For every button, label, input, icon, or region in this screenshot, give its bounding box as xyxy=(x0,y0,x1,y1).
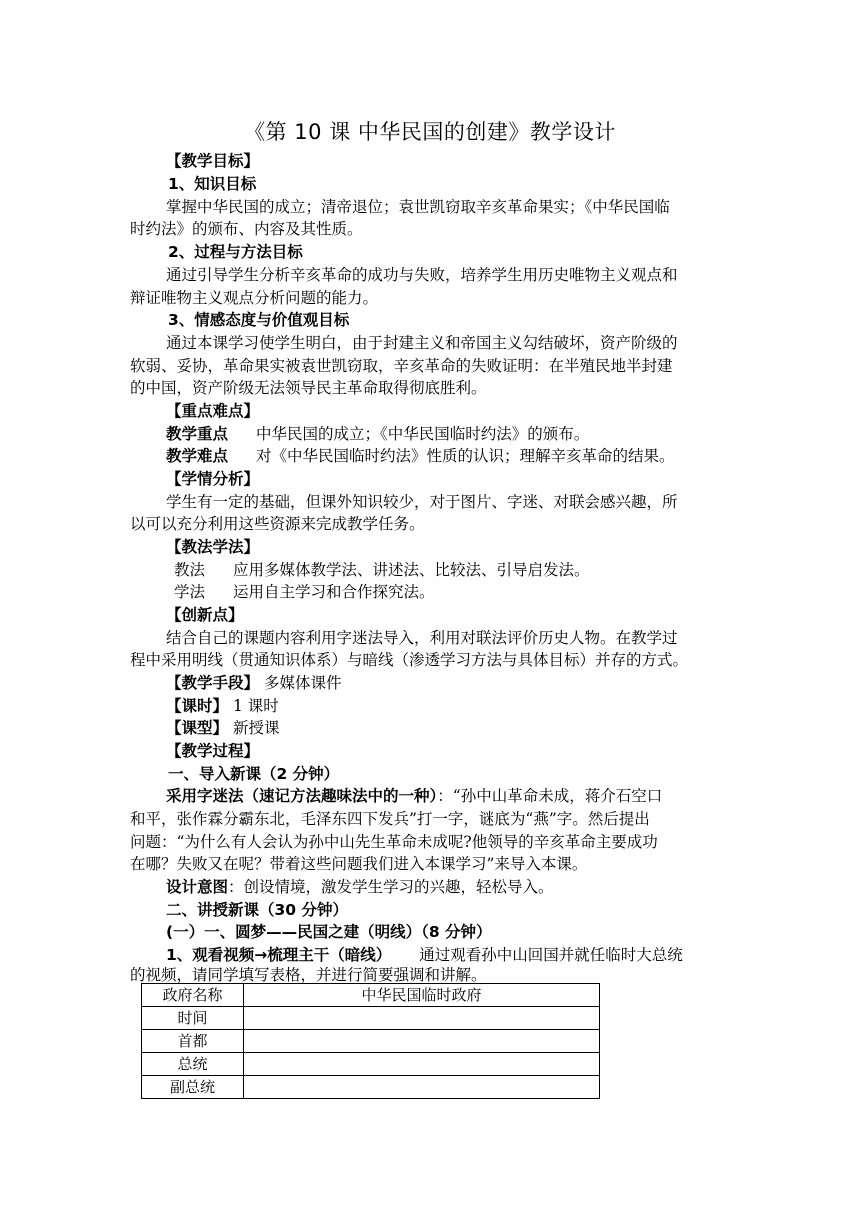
class-hours-line xyxy=(166,696,279,716)
subsection-heading: (一）一、圆梦——民国之建（明线）（8 分钟） xyxy=(166,923,492,941)
design-intent-text: ：创设情境，激发学生学习的兴趣，轻松导入。 xyxy=(228,878,554,896)
riddle-label: 采用字迷法（速记方法趣味法中的一种） xyxy=(166,787,438,805)
paragraph-line: 结合自己的课题内容利用字迷法导入，利用对联法评价历史人物。在教学过 xyxy=(166,629,678,647)
learn-method-line xyxy=(174,582,435,602)
key-point-label: 教学重点 xyxy=(166,425,229,443)
table-row xyxy=(142,1076,600,1099)
key-point-text: 中华民国的成立；《中华民国临时约法》的颁布。 xyxy=(256,425,590,443)
teach-method-text: 应用多媒体教学法、讲述法、比较法、引导启发法。 xyxy=(233,561,590,579)
teaching-means-line xyxy=(166,673,341,693)
paragraph-line: 辩证唯物主义观点分析问题的能力。 xyxy=(130,289,379,307)
subsection-heading: 一、导入新课（2 分钟） xyxy=(168,765,340,783)
paragraph-line: 学生有一定的基础，但课外知识较少，对于图片、字迷、对联会感兴趣，所 xyxy=(166,493,678,511)
class-hours-label: 【课时】 xyxy=(166,697,229,715)
table-row-label: 首都 xyxy=(142,1030,244,1053)
table-row xyxy=(142,1053,600,1076)
lesson-type-label: 【课型】 xyxy=(166,719,229,737)
document-title: 《第 10 课 中华民国的创建》教学设计 xyxy=(244,120,616,144)
paragraph-line: 和平，张作霖分霸东北，毛泽东四下发兵”打一字，谜底为“燕”字。然后提出 xyxy=(130,810,650,828)
section-heading: 【学情分析】 xyxy=(166,470,260,488)
section-heading: 【教学目标】 xyxy=(166,152,260,170)
paragraph-line: 程中采用明线（贯通知识体系）与暗线（渗透学习方法与具体目标）并存的方式。 xyxy=(130,651,689,669)
subsection-heading: 2、过程与方法目标 xyxy=(168,243,303,261)
section-heading: 【教学过程】 xyxy=(166,742,260,760)
difficult-point-line xyxy=(166,446,675,466)
section-heading: 【创新点】 xyxy=(166,606,244,624)
lesson-type-line xyxy=(166,718,279,738)
paragraph-line: 问题：“为什么有人会认为孙中山先生革命未成呢?他领导的辛亥革命主要成功 xyxy=(130,833,658,851)
key-point-line xyxy=(166,424,589,444)
paragraph-line: 软弱、妥协，革命果实被袁世凯窃取，辛亥革命的失败证明：在半殖民地半封建 xyxy=(130,357,673,375)
government-table xyxy=(141,983,600,1099)
section-heading: 【教法学法】 xyxy=(166,538,260,556)
learn-method-label: 学法 xyxy=(174,583,206,601)
paragraph-line: 通过本课学习使学生明白，由于封建主义和帝国主义勾结破坏，资产阶级的 xyxy=(166,334,678,352)
section-heading: 【重点难点】 xyxy=(166,402,260,420)
subsection-heading: 二、讲授新课（30 分钟） xyxy=(166,901,348,919)
paragraph-line: 掌握中华民国的成立；清帝退位；袁世凯窃取辛亥革命果实；《中华民国临 xyxy=(166,198,670,216)
riddle-text: ：“孙中山革命未成，蒋介石空口 xyxy=(437,787,663,805)
learn-method-text: 运用自主学习和合作探究法。 xyxy=(233,583,435,601)
table-row xyxy=(142,1007,600,1030)
table-header-cell: 政府名称 xyxy=(142,984,244,1007)
design-intent-line xyxy=(166,877,554,897)
table-cell-empty xyxy=(244,1076,600,1099)
teaching-means-text: 多媒体课件 xyxy=(263,674,342,692)
lesson-type-text: 新授课 xyxy=(232,719,280,737)
video-task-line xyxy=(166,945,683,965)
paragraph-line: 的中国，资产阶级无法领导民主革命取得彻底胜利。 xyxy=(130,379,487,397)
video-task-text: 通过观看孙中山回国并就任临时大总统 xyxy=(419,946,683,964)
paragraph-line: 以可以充分利用这些资源来完成教学任务。 xyxy=(130,515,425,533)
paragraph-line: 时约法》的颁布、内容及其性质。 xyxy=(130,220,363,238)
table-row-label: 副总统 xyxy=(142,1076,244,1099)
video-task-label: 1、观看视频→梳理主干（暗线） xyxy=(166,946,392,964)
subsection-heading: 3、情感态度与价值观目标 xyxy=(168,311,350,329)
table-header-cell: 中华民国临时政府 xyxy=(244,984,600,1007)
design-intent-label: 设计意图 xyxy=(166,878,229,896)
teach-method-line xyxy=(174,560,590,580)
table-cell-empty xyxy=(244,1053,600,1076)
class-hours-text: 1 课时 xyxy=(232,697,279,715)
table-row-label: 时间 xyxy=(142,1007,244,1030)
table-header-row xyxy=(142,984,600,1007)
table-row-label: 总统 xyxy=(142,1053,244,1076)
paragraph-line: 通过引导学生分析辛亥革命的成功与失败，培养学生用历史唯物主义观点和 xyxy=(166,266,678,284)
teaching-means-label: 【教学手段】 xyxy=(166,674,260,692)
table-row xyxy=(142,1030,600,1053)
teach-method-label: 教法 xyxy=(174,561,206,579)
riddle-line xyxy=(166,786,662,806)
paragraph-line: 在哪？失败又在呢？带着这些问题我们进入本课学习”来导入本课。 xyxy=(130,855,588,873)
difficult-point-text: 对《中华民国临时约法》性质的认识；理解辛亥革命的结果。 xyxy=(256,447,675,465)
paragraph-line: 的视频，请同学填写表格，并进行简要强调和讲解。 xyxy=(130,966,487,984)
subsection-heading: 1、知识目标 xyxy=(168,175,257,193)
table-cell-empty xyxy=(244,1030,600,1053)
table-cell-empty xyxy=(244,1007,600,1030)
difficult-point-label: 教学难点 xyxy=(166,447,229,465)
